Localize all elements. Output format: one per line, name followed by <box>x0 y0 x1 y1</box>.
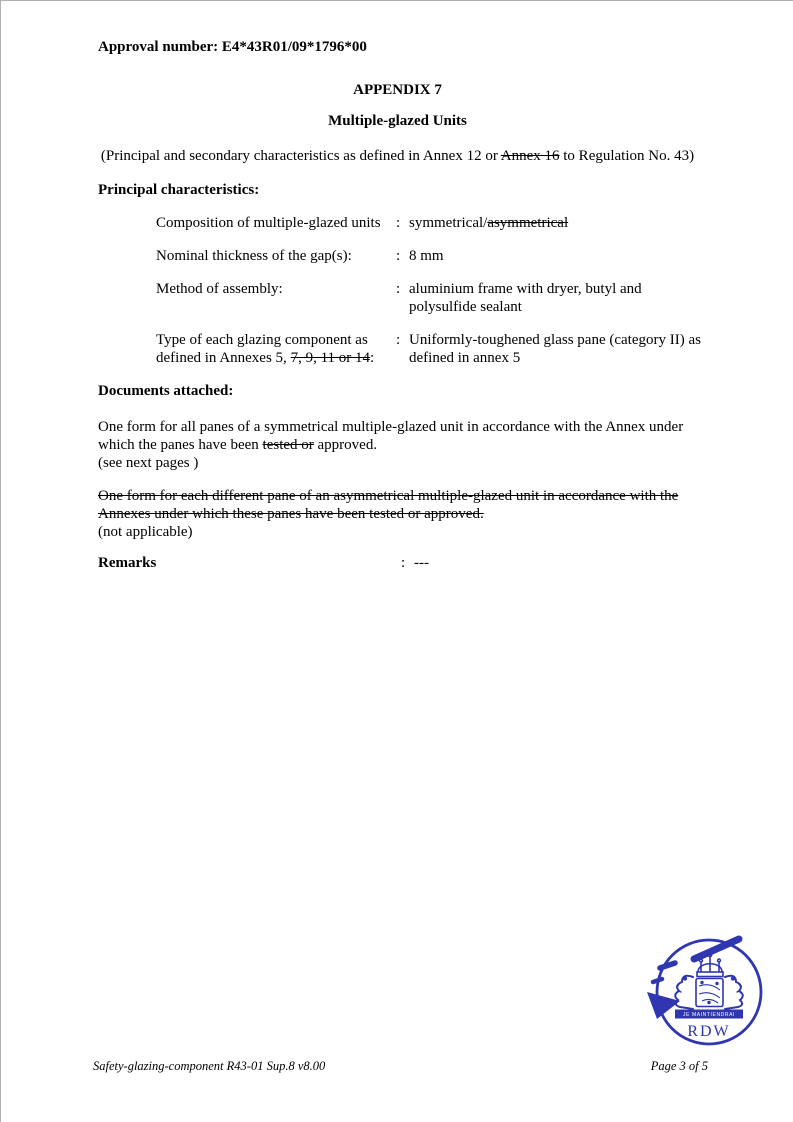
remarks-label: Remarks <box>98 555 157 571</box>
rdw-text: RDW <box>687 1023 731 1040</box>
para1-prefix: One form for all panes of a symmetrical multiple-glazed unit in accordance with the Annex under which the panes have been <box>98 419 684 453</box>
paren-suffix: to Regulation No. 43) <box>559 148 695 164</box>
document-subtitle: Multiple-glazed Units <box>328 113 467 129</box>
label-suffix: : <box>370 350 375 366</box>
characteristic-label <box>156 280 396 316</box>
para1-struck-text: tested or <box>262 437 314 453</box>
characteristic-label <box>156 214 396 232</box>
swoosh-dash-3 <box>653 979 662 982</box>
label-text: Method of assembly: <box>156 281 283 297</box>
value-text: symmetrical/ <box>409 215 488 231</box>
page-content <box>1 1 793 572</box>
paren-struck-text: Annex 16 <box>500 148 560 164</box>
paragraph-text <box>98 418 718 454</box>
characteristic-label <box>156 331 396 367</box>
footer-page-number: Page 3 of 5 <box>650 1059 708 1073</box>
colon-separator: : <box>396 332 401 348</box>
characteristic-row-glazing-component-type <box>156 331 701 367</box>
approval-label: Approval number: <box>98 39 219 55</box>
approval-number: E4*43R01/09*1796*00 <box>221 39 367 55</box>
swoosh-dash-2 <box>660 963 675 968</box>
label-struck-text: 7, 9, 11 or 14 <box>290 350 371 366</box>
remarks-row <box>98 554 697 572</box>
characteristic-value <box>409 280 709 316</box>
see-next-pages-note: (see next pages ) <box>98 455 199 471</box>
page-footer <box>1 1057 793 1075</box>
value-text: Uniformly-toughened glass pane (category II) as defined in annex 5 <box>409 332 701 366</box>
value-text: 8 mm <box>409 248 444 264</box>
characteristic-row-assembly-method <box>156 280 697 316</box>
characteristic-value <box>409 331 709 367</box>
label-text: Composition of multiple-glazed units <box>156 215 381 231</box>
not-applicable-note: (not applicable) <box>98 524 193 540</box>
value-text: aluminium frame with dryer, butyl and polysulfide sealant <box>409 281 642 315</box>
asymmetrical-unit-paragraph <box>98 487 718 541</box>
characteristic-row-gap-thickness <box>156 247 697 265</box>
documents-attached-heading: Documents attached: <box>98 383 234 399</box>
rdw-stamp-logo <box>647 932 767 1052</box>
principal-characteristics-heading: Principal characteristics: <box>98 182 260 198</box>
para1-suffix: approved. <box>313 437 378 453</box>
label-text: Type of each glazing component as defined in Annexes 5, <box>156 332 368 366</box>
colon-separator: : <box>396 248 401 264</box>
colon-separator: : <box>396 281 401 297</box>
lion-right-icon <box>725 976 743 1009</box>
appendix-title: APPENDIX 7 <box>353 82 442 98</box>
rdw-stamp-graphic <box>647 932 767 1052</box>
label-text: Nominal thickness of the gap(s): <box>156 248 352 264</box>
characteristic-value <box>409 214 709 232</box>
colon-separator: : <box>401 555 406 571</box>
colon-separator: : <box>396 215 401 231</box>
para2-struck-text: One form for each different pane of an asymmetrical multiple-glazed unit in accordance with the Annexes under which these panes have been tested or approved. <box>98 488 679 522</box>
approval-number-line <box>98 38 697 56</box>
shield-icon <box>696 979 723 1007</box>
characteristics-definition-line <box>98 147 697 165</box>
characteristic-row-composition <box>156 214 697 232</box>
footer-document-reference: Safety-glazing-component R43-01 Sup.8 v8.00 <box>93 1059 326 1073</box>
symmetrical-unit-paragraph <box>98 418 718 472</box>
value-struck-text: asymmetrical <box>487 215 569 231</box>
remarks-value: --- <box>414 555 429 571</box>
lion-left-icon <box>675 976 693 1009</box>
characteristic-label <box>156 247 396 265</box>
motto-text: JE MAINTIENDRAI <box>682 1012 736 1019</box>
paren-prefix: (Principal and secondary characteristics as defined in Annex 12 or <box>100 148 501 164</box>
characteristic-value <box>409 247 709 265</box>
